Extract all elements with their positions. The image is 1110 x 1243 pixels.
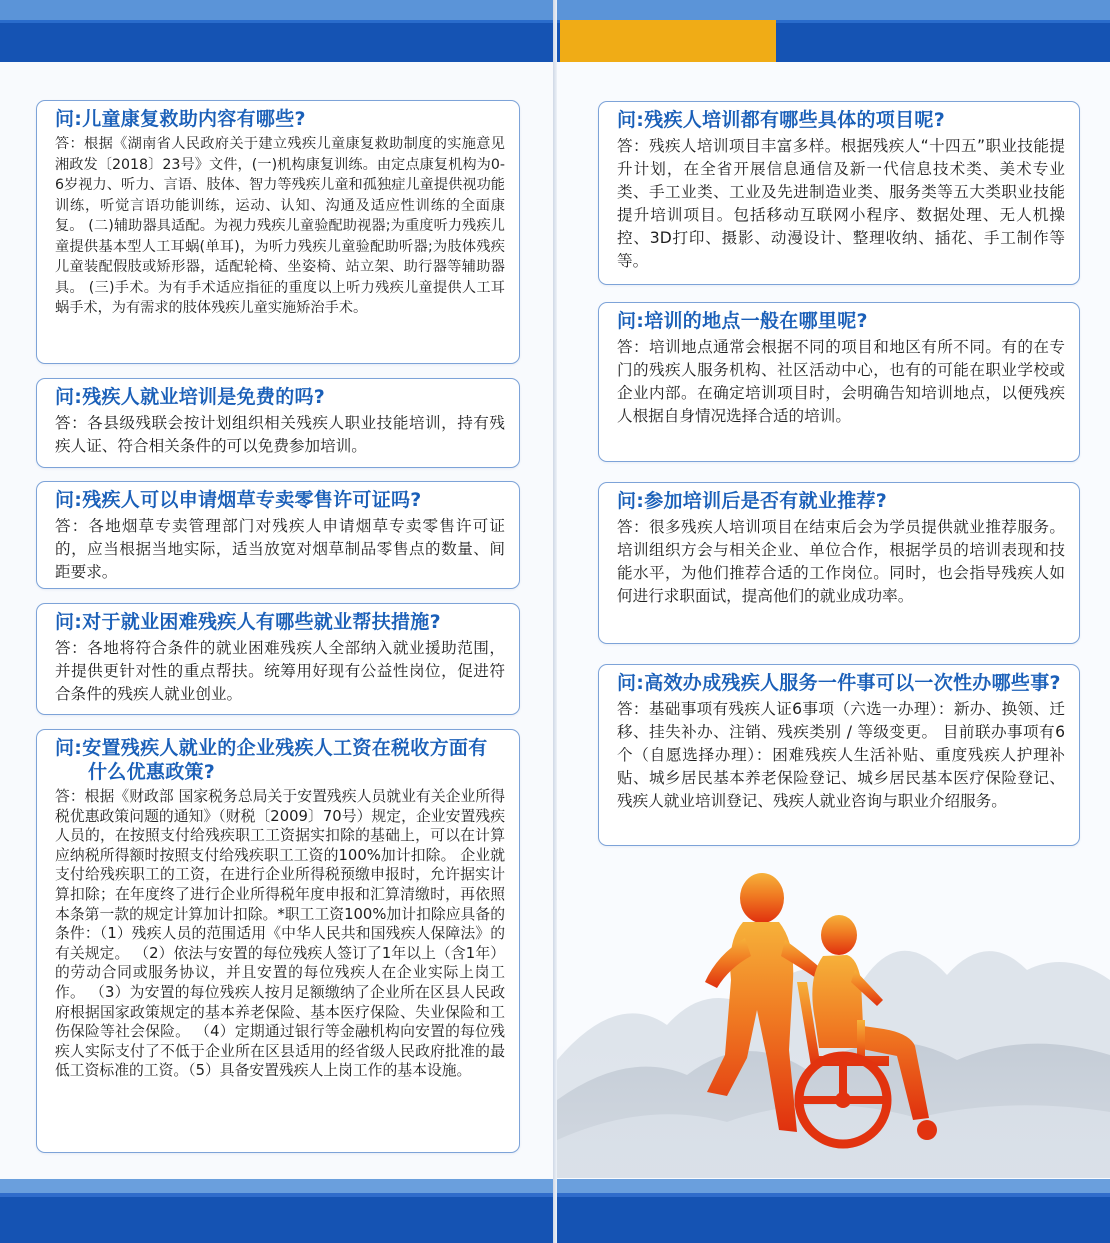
- answer: 答：根据《财政部 国家税务总局关于安置残疾人员就业有关企业所得税优惠政策问题的通知》（财税〔2009〕70号）规定，企业安置残疾人员的，在按照支付给残疾职工工资据实扣除的基础上，可以在计算应纳税所得额时按照支付给残疾职工工资的100%加计扣除。 企业就支付给残疾职工的工资，在进行企业所得税预缴申报时，允许据实计算扣除；在年度终了进行企业所得税年度申报和汇算清缴时，再依照本条第一款的规定计算加计扣除。*职工工资100%加计扣除应具备的条件：（1）残疾人员的范围适用《中华人民共和国残疾人保障法》的有关规定。 （2）依法与安置的每位残疾人签订了1年以上（含1年）的劳动合同或服务协议，并且安置的每位残疾人在企业实际上岗工作。 （3）为安置的每位残疾人按月足额缴纳了企业所在区县人民政府根据国家政策规定的基本养老保险、基本医疗保险、失业保险和工伤保险等社会保险。 （4）定期通过银行等金融机构向安置的每位残疾人实际支付了不低于企业所在区县适用的经省级人民政府批准的最低工资标准的工资。（5）具备安置残疾人上岗工作的基本设施。: [55, 788, 505, 1080]
- answer: 答：各县级残联会按计划组织相关残疾人职业技能培训，持有残疾人证、符合相关条件的可以免费参加培训。: [55, 414, 505, 455]
- qa-card: [598, 302, 1080, 462]
- question: 问:残疾人培训都有哪些具体的项目呢?: [617, 109, 946, 131]
- qa-card: [598, 101, 1080, 285]
- top-banner-left: [0, 0, 553, 62]
- question: 问:儿童康复救助内容有哪些?: [55, 108, 306, 130]
- bottom-banner-left: [0, 1179, 553, 1243]
- qa-card: [36, 481, 520, 589]
- question: 问:残疾人可以申请烟草专卖零售许可证吗?: [55, 489, 422, 511]
- answer: 答：基础事项有残疾人证6事项（六选一办理）：新办、换领、迁移、挂失补办、注销、残疾类别 / 等级变更。 目前联办事项有6个（自愿选择办理）：困难残疾人生活补贴、重度残疾人护理补贴、城乡居民基本养老保险登记、城乡居民基本医疗保险登记、残疾人就业培训登记、残疾人就业咨询与职业介绍服务。: [617, 700, 1065, 810]
- qa-card: [598, 664, 1080, 846]
- answer: 答：残疾人培训项目丰富多样。根据残疾人“十四五”职业技能提升计划，在全省开展信息通信及新一代信息技术类、美术专业类、手工业类、工业及先进制造业类、服务类等五大类职业技能提升培训项目。包括移动互联网小程序、数据处理、无人机操控、3D打印、摄影、动漫设计、整理收纳、插花、手工制作等等。: [617, 137, 1065, 270]
- question: 问:培训的地点一般在哪里呢?: [617, 310, 868, 332]
- question: 问:对于就业困难残疾人有哪些就业帮扶措施?: [55, 611, 441, 633]
- answer: 答：各地将符合条件的就业困难残疾人全部纳入就业援助范围，并提供更针对性的重点帮扶。统筹用好现有公益性岗位，促进符合条件的残疾人就业创业。: [55, 639, 505, 703]
- caregiver-wheelchair-icon: [557, 860, 1110, 1178]
- qa-card: [36, 100, 520, 364]
- left-panel: [0, 0, 553, 1243]
- qa-card: [36, 729, 520, 1153]
- answer: 答：根据《湖南省人民政府关于建立残疾儿童康复救助制度的实施意见湘政发〔2018〕23号》文件，(一)机构康复训练。由定点康复机构为0-6岁视力、听力、言语、肢体、智力等残疾儿童和孤独症儿童提供视功能训练，听觉言语功能训练，运动、认知、沟通及适应性训练的全面康复。 (二)辅助器具适配。为视力残疾儿童验配助视器;为重度听力残疾儿童提供基本型人工耳蜗(单耳)，为听力残疾儿童验配助听器;为肢体残疾儿童装配假肢或矫形器，适配轮椅、坐姿椅、站立架、助行器等辅助器具。 (三)手术。为有手术适应指征的重度以上听力残疾儿童提供人工耳蜗手术，为有需求的肢体残疾儿童实施矫治手术。: [55, 136, 505, 316]
- answer: 答：各地烟草专卖管理部门对残疾人申请烟草专卖零售许可证的，应当根据当地实际，适当放宽对烟草制品零售点的数量、间距要求。: [55, 517, 505, 581]
- question: 问:残疾人就业培训是免费的吗?: [55, 386, 326, 408]
- qa-card: [36, 603, 520, 715]
- gold-accent-block: [560, 20, 776, 62]
- question: 问:参加培训后是否有就业推荐?: [617, 490, 888, 512]
- top-banner-right: [557, 0, 1110, 62]
- question: 问:高效办成残疾人服务一件事可以一次性办哪些事?: [617, 672, 1061, 694]
- answer: 答：很多残疾人培训项目在结束后会为学员提供就业推荐服务。培训组织方会与相关企业、单位合作，根据学员的培训表现和技能水平，为他们推荐合适的工作岗位。同时，也会指导残疾人如何进行求职面试，提高他们的就业成功率。: [617, 518, 1065, 605]
- right-panel: [557, 0, 1110, 1243]
- bottom-banner-right: [557, 1179, 1110, 1243]
- answer: 答：培训地点通常会根据不同的项目和地区有所不同。有的在专门的残疾人服务机构、社区活动中心，也有的可能在职业学校或企业内部。在确定培训项目时，会明确告知培训地点，以便残疾人根据自身情况选择合适的培训。: [617, 338, 1065, 425]
- qa-card: [598, 482, 1080, 644]
- question: 问:安置残疾人就业的企业残疾人工资在税收方面有什么优惠政策?: [55, 737, 488, 783]
- qa-card: [36, 378, 520, 468]
